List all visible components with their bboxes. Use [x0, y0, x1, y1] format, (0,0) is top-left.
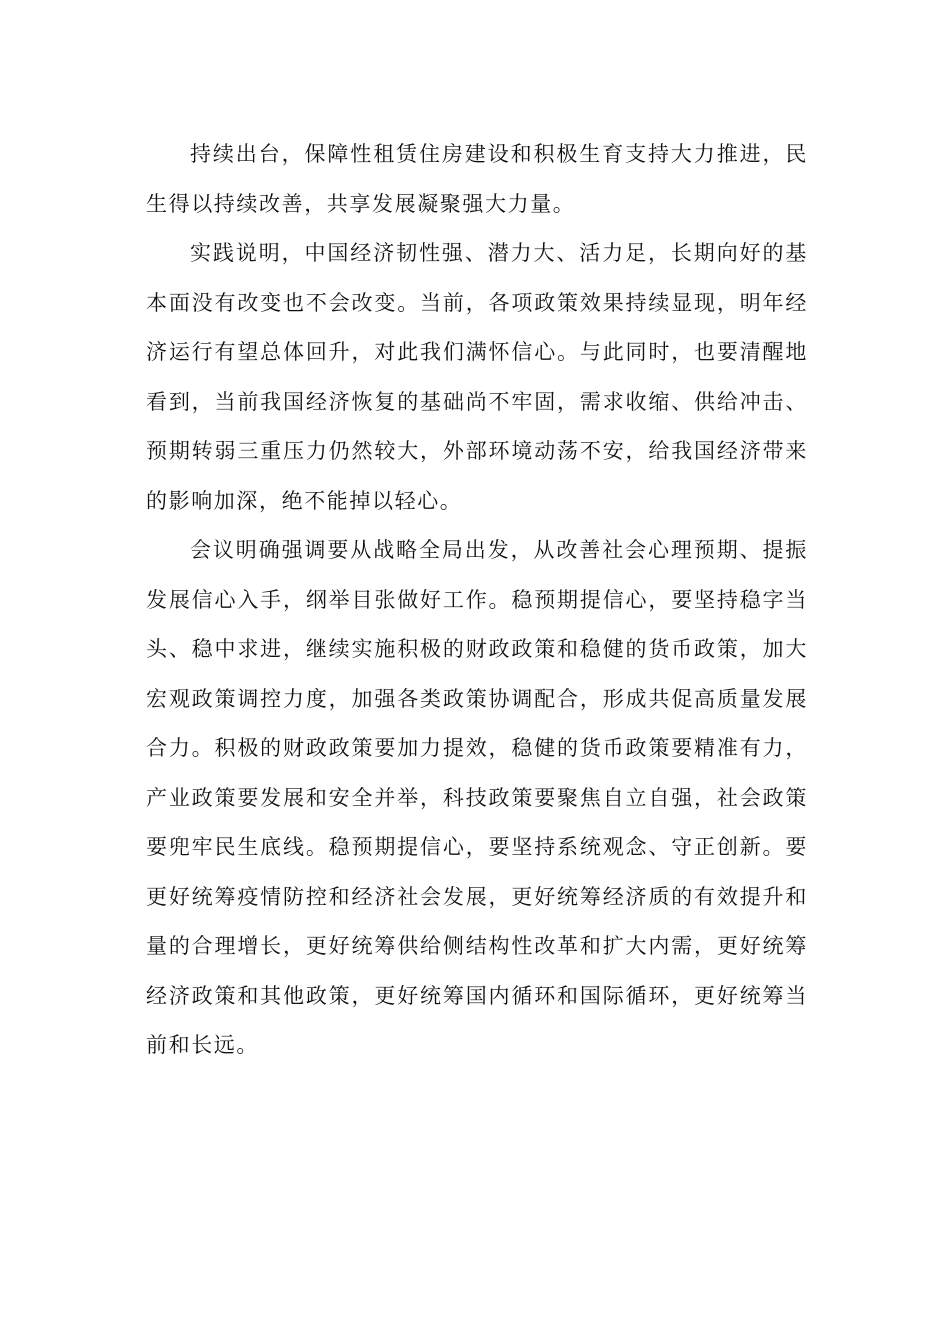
paragraph-1	[146, 130, 808, 229]
text-line: 的影响加深，绝不能掉以轻心。	[146, 488, 463, 513]
text-line: 产业政策要发展和安全并举，科技政策要聚焦自立自强，社会政策	[146, 785, 808, 810]
text-line: 发展信心入手，纲举目张做好工作。稳预期提信心，要坚持稳字当	[146, 587, 808, 612]
text-line: 宏观政策调控力度，加强各类政策协调配合，形成共促高质量发展	[146, 686, 808, 711]
paragraph-3	[146, 526, 808, 1071]
text-line: 预期转弱三重压力仍然较大，外部环境动荡不安，给我国经济带来	[146, 439, 808, 463]
text-line: 头、稳中求进，继续实施积极的财政政策和稳健的货币政策，加大	[146, 637, 808, 661]
text-line: 看到，当前我国经济恢复的基础尚不牢固，需求收缩、供给冲击、	[146, 389, 808, 414]
text-line: 济运行有望总体回升，对此我们满怀信心。与此同时，也要清醒地	[146, 340, 808, 364]
text-line: 更好统筹疫情防控和经济社会发展，更好统筹经济质的有效提升和	[146, 884, 808, 909]
text-line: 持续出台，保障性租赁住房建设和积极生育支持大力推进，民	[190, 142, 808, 166]
text-line: 前和长远。	[146, 1033, 259, 1057]
text-line: 本面没有改变也不会改变。当前，各项政策效果持续显现，明年经	[146, 290, 808, 315]
text-line: 生得以持续改善，共享发展凝聚强大力量。	[146, 191, 576, 216]
text-line: 实践说明，中国经济韧性强、潜力大、活力足，长期向好的基	[190, 241, 808, 265]
text-line: 经济政策和其他政策，更好统筹国内循环和国际循环，更好统筹当	[146, 983, 808, 1008]
text-line: 合力。积极的财政政策要加力提效，稳健的货币政策要精准有力，	[146, 736, 808, 760]
text-line: 量的合理增长，更好统筹供给侧结构性改革和扩大内需，更好统筹	[146, 934, 808, 958]
paragraph-2	[146, 229, 808, 526]
text-line: 要兜牢民生底线。稳预期提信心，要坚持系统观念、守正创新。要	[146, 835, 808, 859]
document-body	[146, 130, 808, 1071]
text-line: 会议明确强调要从战略全局出发，从改善社会心理预期、提振	[190, 538, 808, 562]
